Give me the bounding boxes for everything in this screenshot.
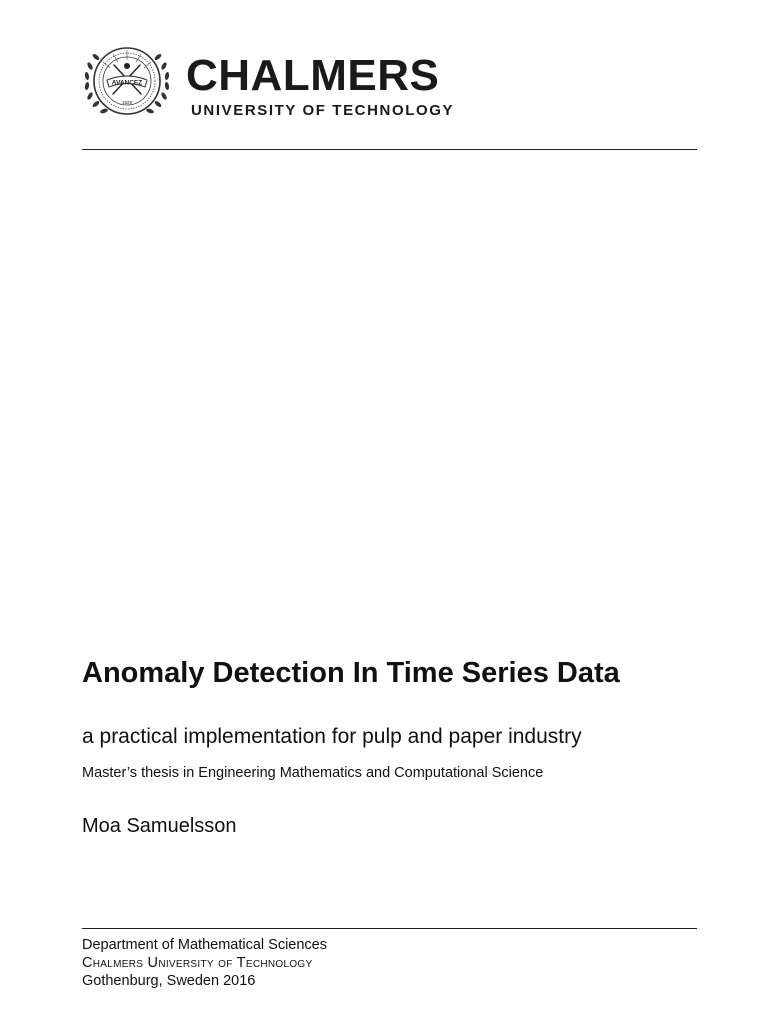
footer-university: Chalmers University of Technology: [82, 955, 313, 971]
author-name: Moa Samuelsson: [82, 815, 237, 837]
header-divider: [82, 149, 697, 150]
location-year: Gothenburg, Sweden 2016: [82, 973, 256, 989]
department: Department of Mathematical Sciences: [82, 937, 327, 953]
footer-divider: [82, 928, 697, 929]
footer: [82, 936, 327, 990]
thesis-type: Master’s thesis in Engineering Mathematics and Computational Science: [82, 765, 544, 781]
thesis-title: Anomaly Detection In Time Series Data: [82, 657, 620, 689]
seal-motto: AVANCEZ: [111, 79, 143, 87]
thesis-subtitle: a practical implementation for pulp and paper industry: [82, 725, 582, 748]
seal-year: 1829: [121, 100, 133, 105]
university-name: CHALMERS: [186, 51, 440, 100]
chalmers-seal-icon: [80, 38, 174, 122]
university-subtitle: UNIVERSITY OF TECHNOLOGY: [191, 102, 455, 119]
